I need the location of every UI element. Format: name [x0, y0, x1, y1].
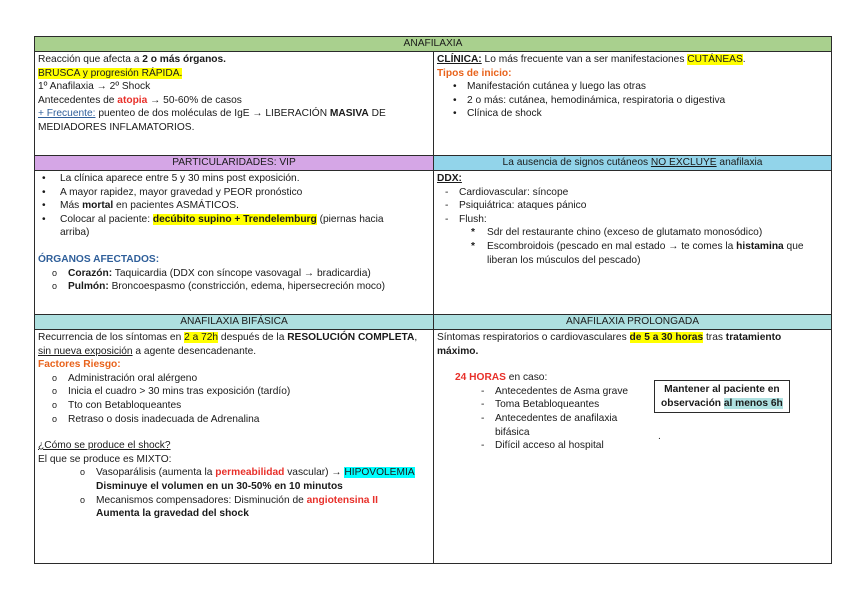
tipos-label: Tipos de inicio: — [437, 67, 512, 79]
list-item: o Administración oral alérgeno — [68, 372, 430, 386]
list-item: o Mecanismos compensadores: Disminución de angiotensina II Aumenta la gravedad del shock — [96, 494, 430, 521]
factores-label: Factores Riesgo: — [38, 359, 121, 371]
mixto-line: El que se produce es MIXTO: — [38, 453, 172, 465]
vip-cell — [35, 171, 433, 314]
list-item: - Antecedentes de anafilaxia bifásica — [495, 412, 828, 439]
intro-line-1: Reacción que afecta a 2 o más órganos. — [38, 54, 227, 65]
flush-list — [437, 226, 828, 267]
title-row — [35, 37, 831, 51]
list-item: o Retraso o dosis inadecuada de Adrenalina — [68, 413, 430, 427]
list-item: • 2 o más: cutánea, hemodinámica, respiratoria o digestiva — [467, 94, 828, 108]
list-item: • Colocar al paciente: decúbito supino + Trendelemburg (piernas hacia arriba) — [60, 213, 430, 240]
mecanismos-list — [38, 466, 430, 520]
prolongada-line-1: Síntomas respiratorios o cardiovasculares de 5 a 30 horas tras tratamiento — [437, 332, 782, 343]
list-item: • A mayor rapidez, mayor gravedad y PEOR pronóstico — [60, 186, 430, 200]
list-item: • Más mortal en pacientes ASMÁTICOS. — [60, 199, 430, 213]
ddx-header: La ausencia de signos cutáneos NO EXCLUYE anafilaxia — [433, 156, 831, 170]
row-vip — [35, 170, 831, 314]
list-item: o Tto con Betabloqueantes — [68, 399, 430, 413]
bifasica-line-2: sin nueva exposición a agente desencadenante. — [38, 345, 257, 357]
bifasica-cell — [35, 330, 433, 563]
header-row-2 — [35, 155, 831, 170]
ddx-cell — [433, 171, 831, 314]
list-item: - Toma Betabloqueantes — [495, 398, 828, 412]
horas-line: 24 HORAS en caso: — [455, 372, 548, 384]
row-intro — [35, 51, 831, 155]
ddx-list — [437, 186, 828, 227]
list-item: * Escombroidois (pescado en mal estado → te comes la histamina que liberan los músculos del pescado) — [487, 240, 828, 267]
clinica-line: CLÍNICA: Lo más frecuente van a ser manifestaciones CUTÁNEAS. — [437, 54, 746, 65]
list-item: - Psiquiátrica: ataques pánico — [459, 199, 828, 213]
factores-list — [38, 372, 430, 426]
list-item: o Inicia el cuadro > 30 mins tras exposición (tardío) — [68, 385, 430, 399]
intro-cell — [35, 52, 433, 155]
vip-list — [38, 172, 430, 240]
shock-question: ¿Cómo se produce el shock? — [38, 440, 171, 452]
intro-line-6: MEDIADORES INFLAMATORIOS. — [38, 121, 195, 133]
list-item: - Cardiovascular: síncope — [459, 186, 828, 200]
list-item: - Antecedentes de Asma grave — [495, 385, 828, 399]
prolongada-cell — [433, 330, 831, 563]
prolongada-line-2: máximo. — [437, 345, 479, 357]
list-item: - Flush: — [459, 213, 828, 227]
list-item: o Vasoparálisis (aumenta la permeabilidad vascular) → HIPOVOLEMIA Disminuye el volumen en un 30-50% en 10 minutos — [96, 466, 430, 493]
anafilaxia-table — [34, 36, 832, 564]
list-item: • La clínica aparece entre 5 y 30 mins post exposición. — [60, 172, 430, 186]
tipos-list — [437, 80, 828, 121]
stray-dot: . — [658, 431, 661, 442]
title-header: ANAFILAXIA — [35, 37, 831, 51]
bifasica-header: ANAFILAXIA BIFÁSICA — [35, 315, 433, 329]
list-item: o Corazón: Taquicardia (DDX con síncope vasovagal → bradicardia) — [68, 267, 430, 281]
intro-line-4: Antecedentes de atopia → 50-60% de casos — [38, 94, 242, 106]
intro-line-3: 1º Anafilaxia → 2º Shock — [38, 81, 151, 93]
prolongada-header: ANAFILAXIA PROLONGADA — [433, 315, 831, 329]
header-row-3 — [35, 314, 831, 329]
list-item: - Difícil acceso al hospital — [495, 439, 828, 453]
organos-list — [38, 267, 430, 294]
list-item: • Clínica de shock — [467, 107, 828, 121]
list-item: * Sdr del restaurante chino (exceso de glutamato monosódico) — [487, 226, 828, 240]
observation-box: Mantener al paciente en observación al menos 6h — [654, 380, 790, 413]
intro-line-5: + Frecuente: puenteo de dos moléculas de IgE → LIBERACIÓN MASIVA DE — [38, 108, 386, 120]
bifasica-line-1: Recurrencia de los síntomas en 2 a 72h después de la RESOLUCIÓN COMPLETA, — [38, 332, 418, 343]
vip-header: PARTICULARIDADES: VIP — [35, 156, 433, 170]
ddx-label: DDX: — [437, 173, 462, 184]
list-item: • Manifestación cutánea y luego las otras — [467, 80, 828, 94]
row-bifasica — [35, 329, 831, 563]
list-item: o Pulmón: Broncoespasmo (constricción, edema, hipersecreción moco) — [68, 280, 430, 294]
intro-line-2: BRUSCA y progresión RÁPIDA. — [38, 67, 183, 79]
clinica-cell — [433, 52, 831, 155]
organos-label: ÓRGANOS AFECTADOS: — [38, 253, 160, 265]
